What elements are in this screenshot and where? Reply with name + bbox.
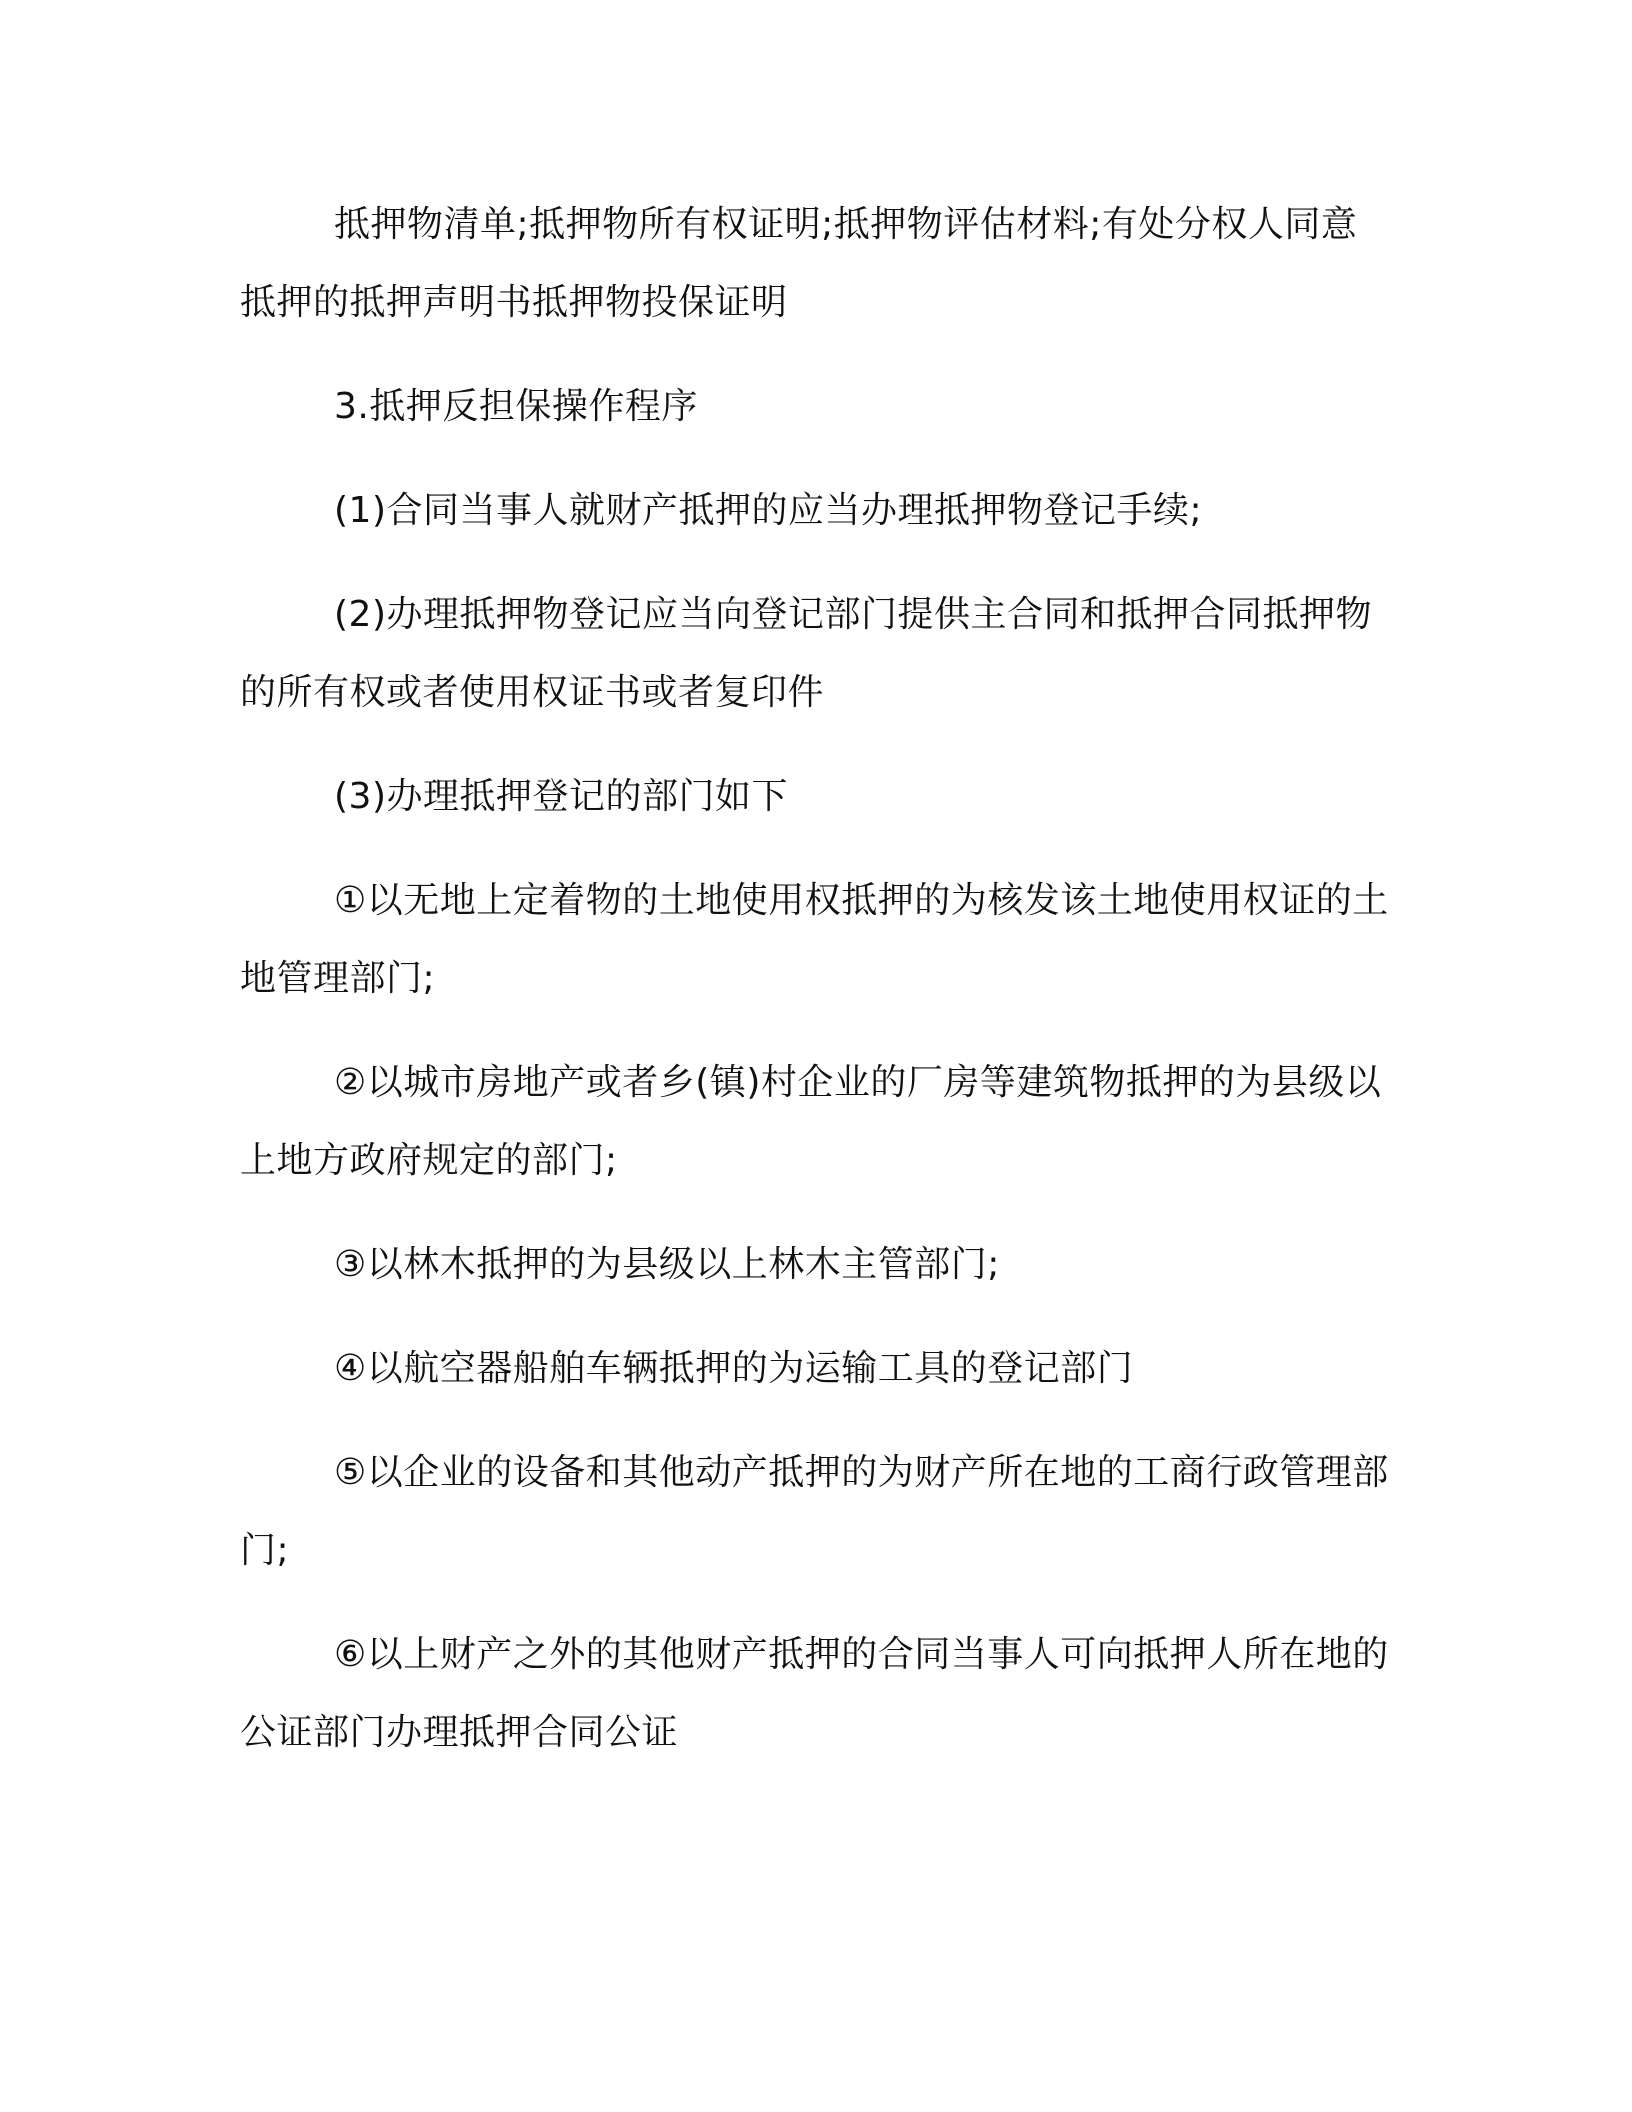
paragraph-step-1: (1)合同当事人就财产抵押的应当办理抵押物登记手续; — [334, 490, 1203, 531]
paragraph-collateral-list: 抵押物清单;抵押物所有权证明;抵押物评估材料;有处分权人同意抵押的抵押声明书抵押物投保证明 — [240, 204, 1358, 323]
paragraph-step-3: (3)办理抵押登记的部门如下 — [334, 776, 788, 817]
list-item-4: ④以航空器船舶车辆抵押的为运输工具的登记部门 — [334, 1348, 1134, 1389]
paragraph-step-2: (2)办理抵押物登记应当向登记部门提供主合同和抵押合同抵押物的所有权或者使用权证书或者复印件 — [240, 594, 1372, 713]
section-heading-procedure: 3.抵押反担保操作程序 — [334, 386, 698, 427]
list-item-5: ⑤以企业的设备和其他动产抵押的为财产所在地的工商行政管理部门; — [240, 1452, 1389, 1571]
document-body — [240, 186, 1390, 1798]
list-item-1: ①以无地上定着物的土地使用权抵押的为核发该土地使用权证的土地管理部门; — [240, 880, 1389, 999]
list-item-6: ⑥以上财产之外的其他财产抵押的合同当事人可向抵押人所在地的公证部门办理抵押合同公证 — [240, 1634, 1389, 1753]
list-item-2: ②以城市房地产或者乡(镇)村企业的厂房等建筑物抵押的为县级以上地方政府规定的部门; — [240, 1062, 1382, 1181]
list-item-3: ③以林木抵押的为县级以上林木主管部门; — [334, 1244, 1000, 1285]
